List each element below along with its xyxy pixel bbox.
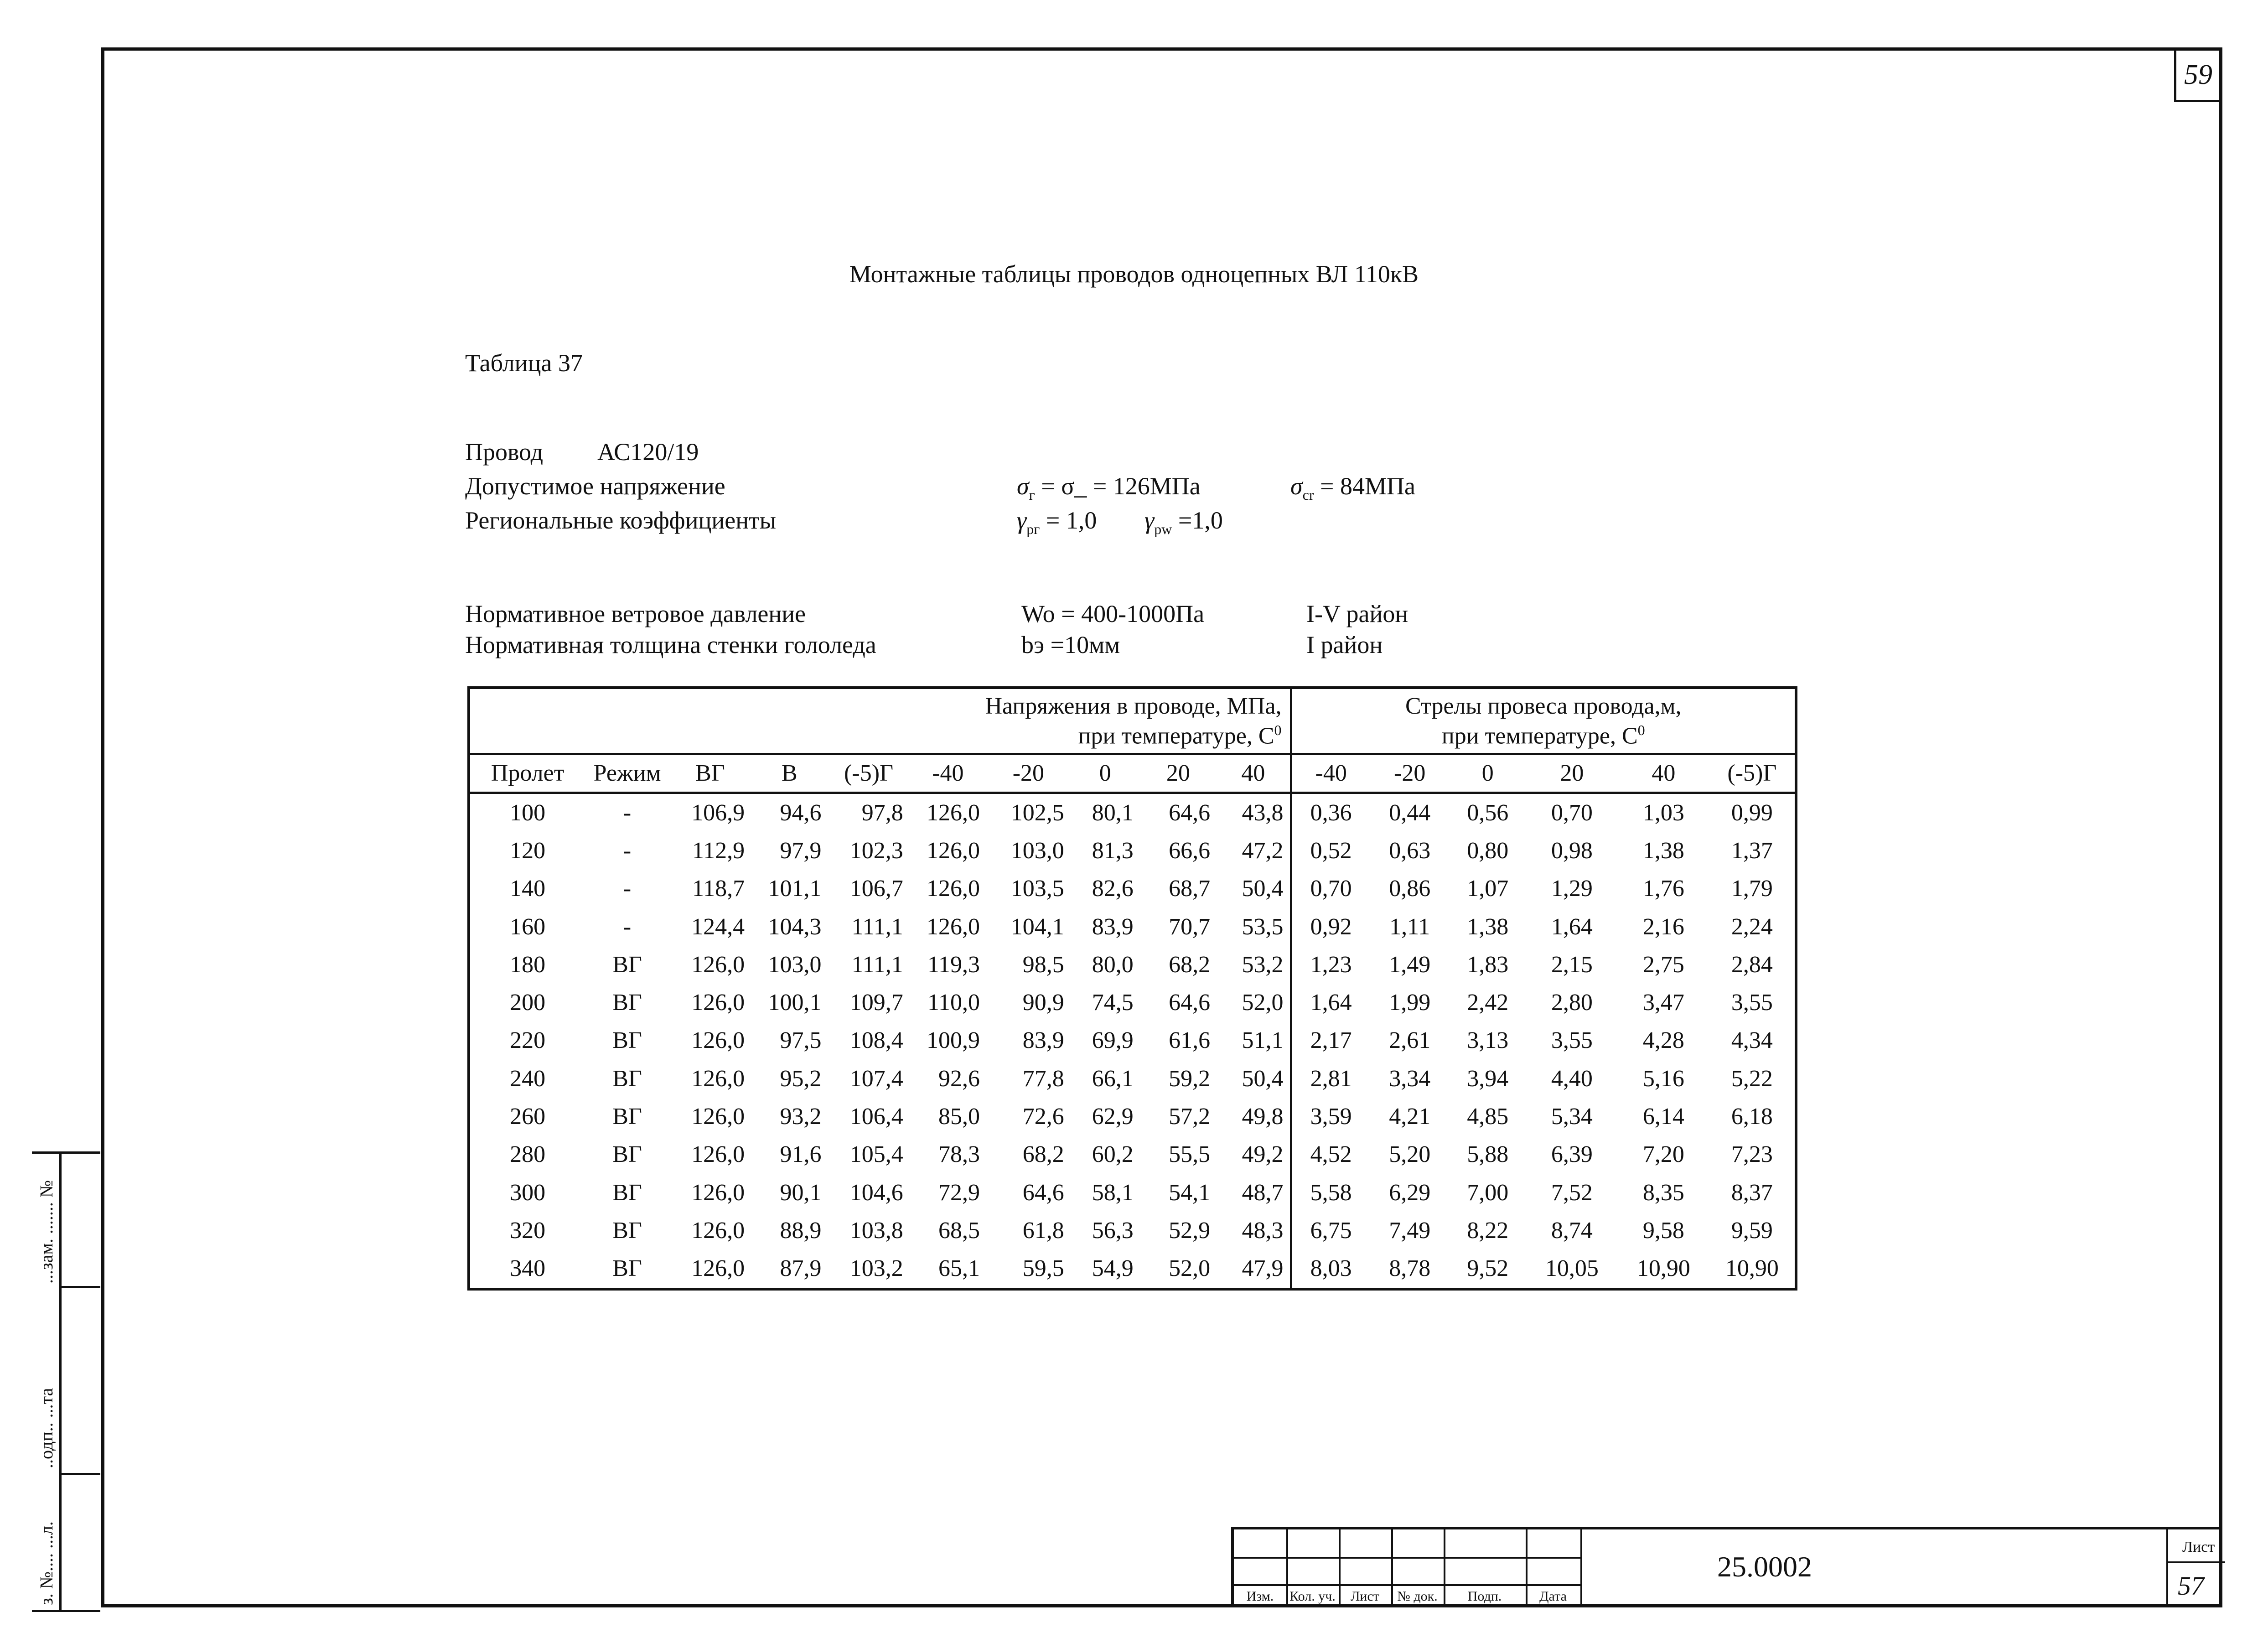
table-cell: 102,5: [1010, 799, 1064, 826]
table-cell: 126,0: [927, 876, 980, 902]
table-cell: 108,4: [849, 1027, 903, 1054]
wire-label: Провод: [465, 438, 544, 466]
table-cell: 72,9: [938, 1179, 980, 1206]
table-cell: 81,3: [1092, 837, 1134, 864]
gamma-pw: $\gamma_{pw} =1,0$: [1144, 507, 1223, 537]
table-cell: 280: [510, 1141, 546, 1168]
table-cell: 6,14: [1642, 1104, 1684, 1130]
table-cell: 55,5: [1169, 1141, 1211, 1168]
ice-region: I район: [1306, 631, 1383, 658]
table-cell: 48,3: [1242, 1217, 1284, 1244]
table-cell: 1,79: [1731, 876, 1773, 902]
table-cell: 59,5: [1022, 1255, 1064, 1282]
document-code: 25.0002: [1717, 1550, 1812, 1583]
table-cell: 110,0: [927, 990, 980, 1016]
table-cell: 107,4: [849, 1065, 903, 1092]
table-cell: 83,9: [1022, 1027, 1064, 1054]
table-cell: 50,4: [1242, 876, 1284, 902]
table-cell: 8,37: [1731, 1179, 1773, 1206]
table-cell: 69,9: [1092, 1027, 1134, 1054]
table-cell: 91,6: [780, 1141, 822, 1168]
table-cell: 93,2: [780, 1104, 822, 1130]
stamp-inv: з. №.... ...л.: [36, 1521, 57, 1605]
table-cell: ВГ: [612, 1141, 642, 1168]
table-cell: 0,36: [1291, 793, 1370, 832]
table-cell: 2,16: [1642, 913, 1684, 940]
table-cell: 103,8: [849, 1217, 903, 1244]
table-cell: 56,3: [1092, 1217, 1134, 1244]
table-cell: 49,8: [1242, 1104, 1284, 1130]
table-label: Таблица 37: [465, 349, 583, 377]
table-row: [469, 1136, 1796, 1174]
table-cell: 126,0: [927, 913, 980, 940]
table-cell: 260: [510, 1104, 546, 1130]
table-cell: 3,55: [1731, 990, 1773, 1016]
table-cell: 64,6: [1169, 799, 1211, 826]
sheet-number: 57: [2178, 1571, 2204, 1601]
column-header: (-5)Г: [1709, 754, 1796, 793]
left-stamp: [32, 1151, 100, 1612]
tb-caption-izm: Изм.: [1246, 1589, 1274, 1604]
table-cell: 126,0: [691, 1217, 745, 1244]
tb-caption-podp: Подп.: [1467, 1589, 1502, 1604]
table-cell: 111,1: [851, 951, 903, 978]
table-cell: 10,05: [1545, 1255, 1599, 1282]
table-cell: 68,2: [1169, 951, 1211, 978]
table-row: [469, 908, 1796, 946]
table-cell: 68,7: [1169, 876, 1211, 902]
table-cell: 74,5: [1092, 990, 1134, 1016]
table-cell: 10,90: [1725, 1255, 1779, 1282]
table-cell: 1,23: [1291, 946, 1370, 984]
table-cell: 103,0: [1010, 837, 1064, 864]
table-cell: 95,2: [780, 1065, 822, 1092]
table-cell: 10,90: [1636, 1255, 1690, 1282]
table-cell: 111,1: [851, 913, 903, 940]
table-cell: 64,6: [1169, 990, 1211, 1016]
table-row: [469, 1212, 1796, 1249]
table-row: [469, 793, 1796, 832]
installation-table: [467, 686, 1797, 1291]
wind-label: Нормативное ветровое давление: [465, 600, 806, 627]
table-cell: ВГ: [612, 990, 642, 1016]
table-cell: 2,24: [1731, 913, 1773, 940]
table-cell: 5,88: [1467, 1141, 1509, 1168]
table-cell: 57,2: [1169, 1104, 1211, 1130]
table-cell: 68,2: [1022, 1141, 1064, 1168]
table-cell: 2,75: [1642, 951, 1684, 978]
column-header: -20: [986, 754, 1071, 793]
table-cell: 3,47: [1642, 990, 1684, 1016]
table-cell: 320: [510, 1217, 546, 1244]
table-cell: 8,78: [1389, 1255, 1431, 1282]
table-cell: 103,0: [768, 951, 822, 978]
table-cell: 100,1: [768, 990, 822, 1016]
table-cell: 2,61: [1389, 1027, 1431, 1054]
table-cell: 0,70: [1291, 870, 1370, 908]
table-cell: 6,18: [1731, 1104, 1773, 1130]
table-cell: 9,58: [1642, 1217, 1684, 1244]
table-cell: 98,5: [1022, 951, 1064, 978]
table-cell: 106,9: [691, 799, 745, 826]
table-row: [469, 984, 1796, 1022]
gamma-pg: $\gamma_{pг} = 1,0$: [1017, 507, 1097, 537]
table-cell: 140: [510, 876, 546, 902]
table-cell: 97,9: [780, 837, 822, 864]
table-cell: 100,9: [927, 1027, 980, 1054]
table-cell: 0,80: [1467, 837, 1509, 864]
table-row: [469, 1022, 1796, 1060]
column-header: 20: [1140, 754, 1217, 793]
table-cell: 0,86: [1389, 876, 1431, 902]
table-cell: 126,0: [927, 799, 980, 826]
ice-value: bэ =10мм: [1021, 631, 1120, 658]
table-cell: 78,3: [938, 1141, 980, 1168]
table-cell: 7,00: [1467, 1179, 1509, 1206]
table-cell: 60,2: [1092, 1141, 1134, 1168]
table-cell: 5,34: [1551, 1104, 1593, 1130]
table-cell: 52,9: [1169, 1217, 1211, 1244]
table-cell: -: [623, 913, 632, 940]
table-cell: 94,6: [780, 799, 822, 826]
table-cell: 126,0: [691, 951, 745, 978]
table-cell: 3,94: [1467, 1065, 1509, 1092]
table-cell: 220: [510, 1027, 546, 1054]
tb-caption-list: Лист: [1351, 1589, 1379, 1604]
tb-caption-kol: Кол. уч.: [1289, 1589, 1336, 1604]
table-cell: 8,03: [1291, 1250, 1370, 1289]
table-cell: 4,40: [1551, 1065, 1593, 1092]
table-cell: -: [623, 799, 632, 826]
table-cell: 4,34: [1731, 1027, 1773, 1054]
table-cell: 5,58: [1291, 1174, 1370, 1212]
table-cell: 5,22: [1731, 1065, 1773, 1092]
table-cell: -: [623, 876, 632, 902]
column-header: Пролет: [469, 754, 585, 793]
table-cell: 104,6: [849, 1179, 903, 1206]
table-cell: 88,9: [780, 1217, 822, 1244]
table-cell: 1,83: [1467, 951, 1509, 978]
table-cell: 1,29: [1551, 876, 1593, 902]
stamp-zam: ...зам. ....... №: [36, 1180, 57, 1284]
stress-group-header: Напряжения в проводе, МПа, при температуре, $С^0$: [985, 693, 1282, 749]
table-cell: 62,9: [1092, 1104, 1134, 1130]
table-cell: 4,85: [1467, 1104, 1509, 1130]
table-cell: 92,6: [938, 1065, 980, 1092]
table-cell: 80,0: [1092, 951, 1134, 978]
column-header: -40: [1291, 754, 1370, 793]
page-title: Монтажные таблицы проводов одноцепных ВЛ 110кВ: [849, 260, 1419, 288]
table-cell: ВГ: [612, 1104, 642, 1130]
table-cell: 68,5: [938, 1217, 980, 1244]
column-header: 40: [1618, 754, 1709, 793]
table-cell: 0,99: [1731, 799, 1773, 826]
table-cell: 200: [510, 990, 546, 1016]
table-cell: 340: [510, 1255, 546, 1282]
table-cell: 47,2: [1242, 837, 1284, 864]
column-header: 0: [1071, 754, 1140, 793]
sag-group-header: Стрелы провеса провода,м, при температуре, $С^0$: [1291, 688, 1796, 754]
table-cell: -: [623, 837, 632, 864]
table-cell: 1,07: [1467, 876, 1509, 902]
table-cell: 105,4: [849, 1141, 903, 1168]
table-cell: 126,0: [691, 1179, 745, 1206]
wind-region: I-V район: [1306, 600, 1408, 627]
table-cell: 2,15: [1551, 951, 1593, 978]
table-cell: 2,84: [1731, 951, 1773, 978]
table-cell: 65,1: [938, 1255, 980, 1282]
table-cell: 3,34: [1389, 1065, 1431, 1092]
table-cell: ВГ: [612, 1065, 642, 1092]
table-cell: ВГ: [612, 1255, 642, 1282]
table-cell: 5,20: [1389, 1141, 1431, 1168]
table-cell: 52,0: [1169, 1255, 1211, 1282]
table-cell: 4,21: [1389, 1104, 1431, 1130]
table-cell: 43,8: [1242, 799, 1284, 826]
tb-caption-date: Дата: [1539, 1589, 1567, 1604]
title-block: [1231, 1527, 2222, 1607]
table-cell: 54,9: [1092, 1255, 1134, 1282]
table-cell: 66,1: [1092, 1065, 1134, 1092]
table-cell: 6,39: [1551, 1141, 1593, 1168]
table-cell: 4,28: [1642, 1027, 1684, 1054]
table-cell: 1,37: [1731, 837, 1773, 864]
table-cell: 8,22: [1467, 1217, 1509, 1244]
table-cell: 82,6: [1092, 876, 1134, 902]
table-cell: 106,7: [849, 876, 903, 902]
table-cell: 70,7: [1169, 913, 1211, 940]
table-cell: 103,2: [849, 1255, 903, 1282]
table-cell: 126,0: [691, 1255, 745, 1282]
table-cell: 72,6: [1022, 1104, 1064, 1130]
table-cell: 0,44: [1389, 799, 1431, 826]
table-cell: 9,59: [1731, 1217, 1773, 1244]
table-cell: 52,0: [1242, 990, 1284, 1016]
table-cell: 47,9: [1242, 1255, 1284, 1282]
table-cell: 59,2: [1169, 1065, 1211, 1092]
table-cell: 66,6: [1169, 837, 1211, 864]
table-cell: 126,0: [691, 990, 745, 1016]
table-cell: 6,75: [1291, 1212, 1370, 1249]
stamp-podp: ..одп.. ...та: [36, 1388, 57, 1468]
table-cell: 109,7: [849, 990, 903, 1016]
table-cell: 8,74: [1551, 1217, 1593, 1244]
table-cell: 118,7: [692, 876, 745, 902]
column-header: (-5)Г: [828, 754, 909, 793]
table-cell: 2,80: [1551, 990, 1593, 1016]
table-cell: 97,5: [780, 1027, 822, 1054]
table-cell: 1,03: [1642, 799, 1684, 826]
table-cell: ВГ: [612, 1027, 642, 1054]
table-cell: 97,8: [861, 799, 903, 826]
column-header: -20: [1370, 754, 1450, 793]
table-cell: 103,5: [1010, 876, 1064, 902]
table-cell: 83,9: [1092, 913, 1134, 940]
column-header: 40: [1217, 754, 1291, 793]
column-header: -40: [910, 754, 986, 793]
sheet-caption: Лист: [2182, 1539, 2215, 1555]
table-cell: 102,3: [849, 837, 903, 864]
table-cell: 8,35: [1642, 1179, 1684, 1206]
table-cell: 5,16: [1642, 1065, 1684, 1092]
table-cell: 61,8: [1022, 1217, 1064, 1244]
table-cell: 100: [510, 799, 546, 826]
table-cell: 126,0: [691, 1065, 745, 1092]
table-cell: 101,1: [768, 876, 822, 902]
table-cell: 7,23: [1731, 1141, 1773, 1168]
table-cell: 0,52: [1291, 832, 1370, 870]
table-cell: 240: [510, 1065, 546, 1092]
column-header: 0: [1450, 754, 1526, 793]
regional-coef-label: Региональные коэффициенты: [465, 507, 777, 534]
table-cell: 1,64: [1291, 984, 1370, 1022]
table-row: [469, 1250, 1796, 1289]
table-cell: 126,0: [927, 837, 980, 864]
table-cell: 126,0: [691, 1104, 745, 1130]
wire-value: АС120/19: [597, 438, 699, 466]
tb-caption-doc: № док.: [1397, 1589, 1438, 1604]
table-cell: 106,4: [849, 1104, 903, 1130]
table-row: [469, 1060, 1796, 1098]
table-cell: 2,42: [1467, 990, 1509, 1016]
table-cell: 58,1: [1092, 1179, 1134, 1206]
table-cell: ВГ: [612, 1217, 642, 1244]
table-cell: 61,6: [1169, 1027, 1211, 1054]
table-cell: 9,52: [1467, 1255, 1509, 1282]
table-cell: 7,20: [1642, 1141, 1684, 1168]
column-header-row: [469, 754, 1796, 793]
table-cell: 126,0: [691, 1141, 745, 1168]
table-cell: 0,70: [1551, 799, 1593, 826]
table-row: [469, 832, 1796, 870]
table-cell: 51,1: [1242, 1027, 1284, 1054]
table-row: [469, 1098, 1796, 1135]
table-cell: 1,11: [1389, 913, 1430, 940]
table-cell: 119,3: [927, 951, 980, 978]
table-cell: 1,76: [1642, 876, 1684, 902]
table-cell: ВГ: [612, 951, 642, 978]
table-cell: 48,7: [1242, 1179, 1284, 1206]
table-cell: 3,55: [1551, 1027, 1593, 1054]
table-cell: 50,4: [1242, 1065, 1284, 1092]
table-cell: 7,52: [1551, 1179, 1593, 1206]
sigma-expression: $\sigma_г$ = σ_ = 126МПа: [1017, 472, 1201, 503]
column-header: Режим: [585, 754, 669, 793]
table-cell: 87,9: [780, 1255, 822, 1282]
table-cell: 6,29: [1389, 1179, 1431, 1206]
ice-label: Нормативная толщина стенки гололеда: [465, 631, 876, 658]
table-cell: 80,1: [1092, 799, 1134, 826]
table-cell: ВГ: [612, 1179, 642, 1206]
table-cell: 1,38: [1642, 837, 1684, 864]
table-row: [469, 1174, 1796, 1212]
table-cell: 300: [510, 1179, 546, 1206]
table-cell: 104,1: [1010, 913, 1064, 940]
table-cell: 126,0: [691, 1027, 745, 1054]
table-cell: 4,52: [1291, 1136, 1370, 1174]
table-cell: 104,3: [768, 913, 822, 940]
table-cell: 0,92: [1291, 908, 1370, 946]
table-cell: 77,8: [1022, 1065, 1064, 1092]
table-cell: 53,5: [1242, 913, 1284, 940]
table-cell: 180: [510, 951, 546, 978]
table-row: [469, 946, 1796, 984]
table-cell: 90,1: [780, 1179, 822, 1206]
table-cell: 112,9: [692, 837, 745, 864]
table-cell: 160: [510, 913, 546, 940]
table-cell: 49,2: [1242, 1141, 1284, 1168]
column-header: 20: [1526, 754, 1618, 793]
table-cell: 2,17: [1291, 1022, 1370, 1060]
table-row: [469, 870, 1796, 908]
table-cell: 1,49: [1389, 951, 1431, 978]
table-cell: 90,9: [1022, 990, 1064, 1016]
table-cell: 0,98: [1551, 837, 1593, 864]
column-header: ВГ: [669, 754, 751, 793]
table-cell: 2,81: [1291, 1060, 1370, 1098]
table-cell: 53,2: [1242, 951, 1284, 978]
table-cell: 1,64: [1551, 913, 1593, 940]
table-cell: 64,6: [1022, 1179, 1064, 1206]
table-cell: 0,56: [1467, 799, 1509, 826]
table-cell: 54,1: [1169, 1179, 1211, 1206]
sheet-top-number: 59: [2174, 47, 2222, 102]
table-cell: 1,99: [1389, 990, 1431, 1016]
table-cell: 1,38: [1467, 913, 1509, 940]
sigma-cr-expression: $\sigma_{cr} = 84МПа$: [1290, 472, 1415, 503]
allowable-stress-label: Допустимое напряжение: [465, 472, 725, 500]
table-cell: 0,63: [1389, 837, 1431, 864]
table-cell: 120: [510, 837, 546, 864]
table-cell: 85,0: [938, 1104, 980, 1130]
table-cell: 3,59: [1291, 1098, 1370, 1135]
table-cell: 7,49: [1389, 1217, 1431, 1244]
column-header: В: [751, 754, 828, 793]
table-cell: 3,13: [1467, 1027, 1509, 1054]
wind-value: Wo = 400-1000Па: [1021, 600, 1205, 627]
table-cell: 124,4: [691, 913, 745, 940]
